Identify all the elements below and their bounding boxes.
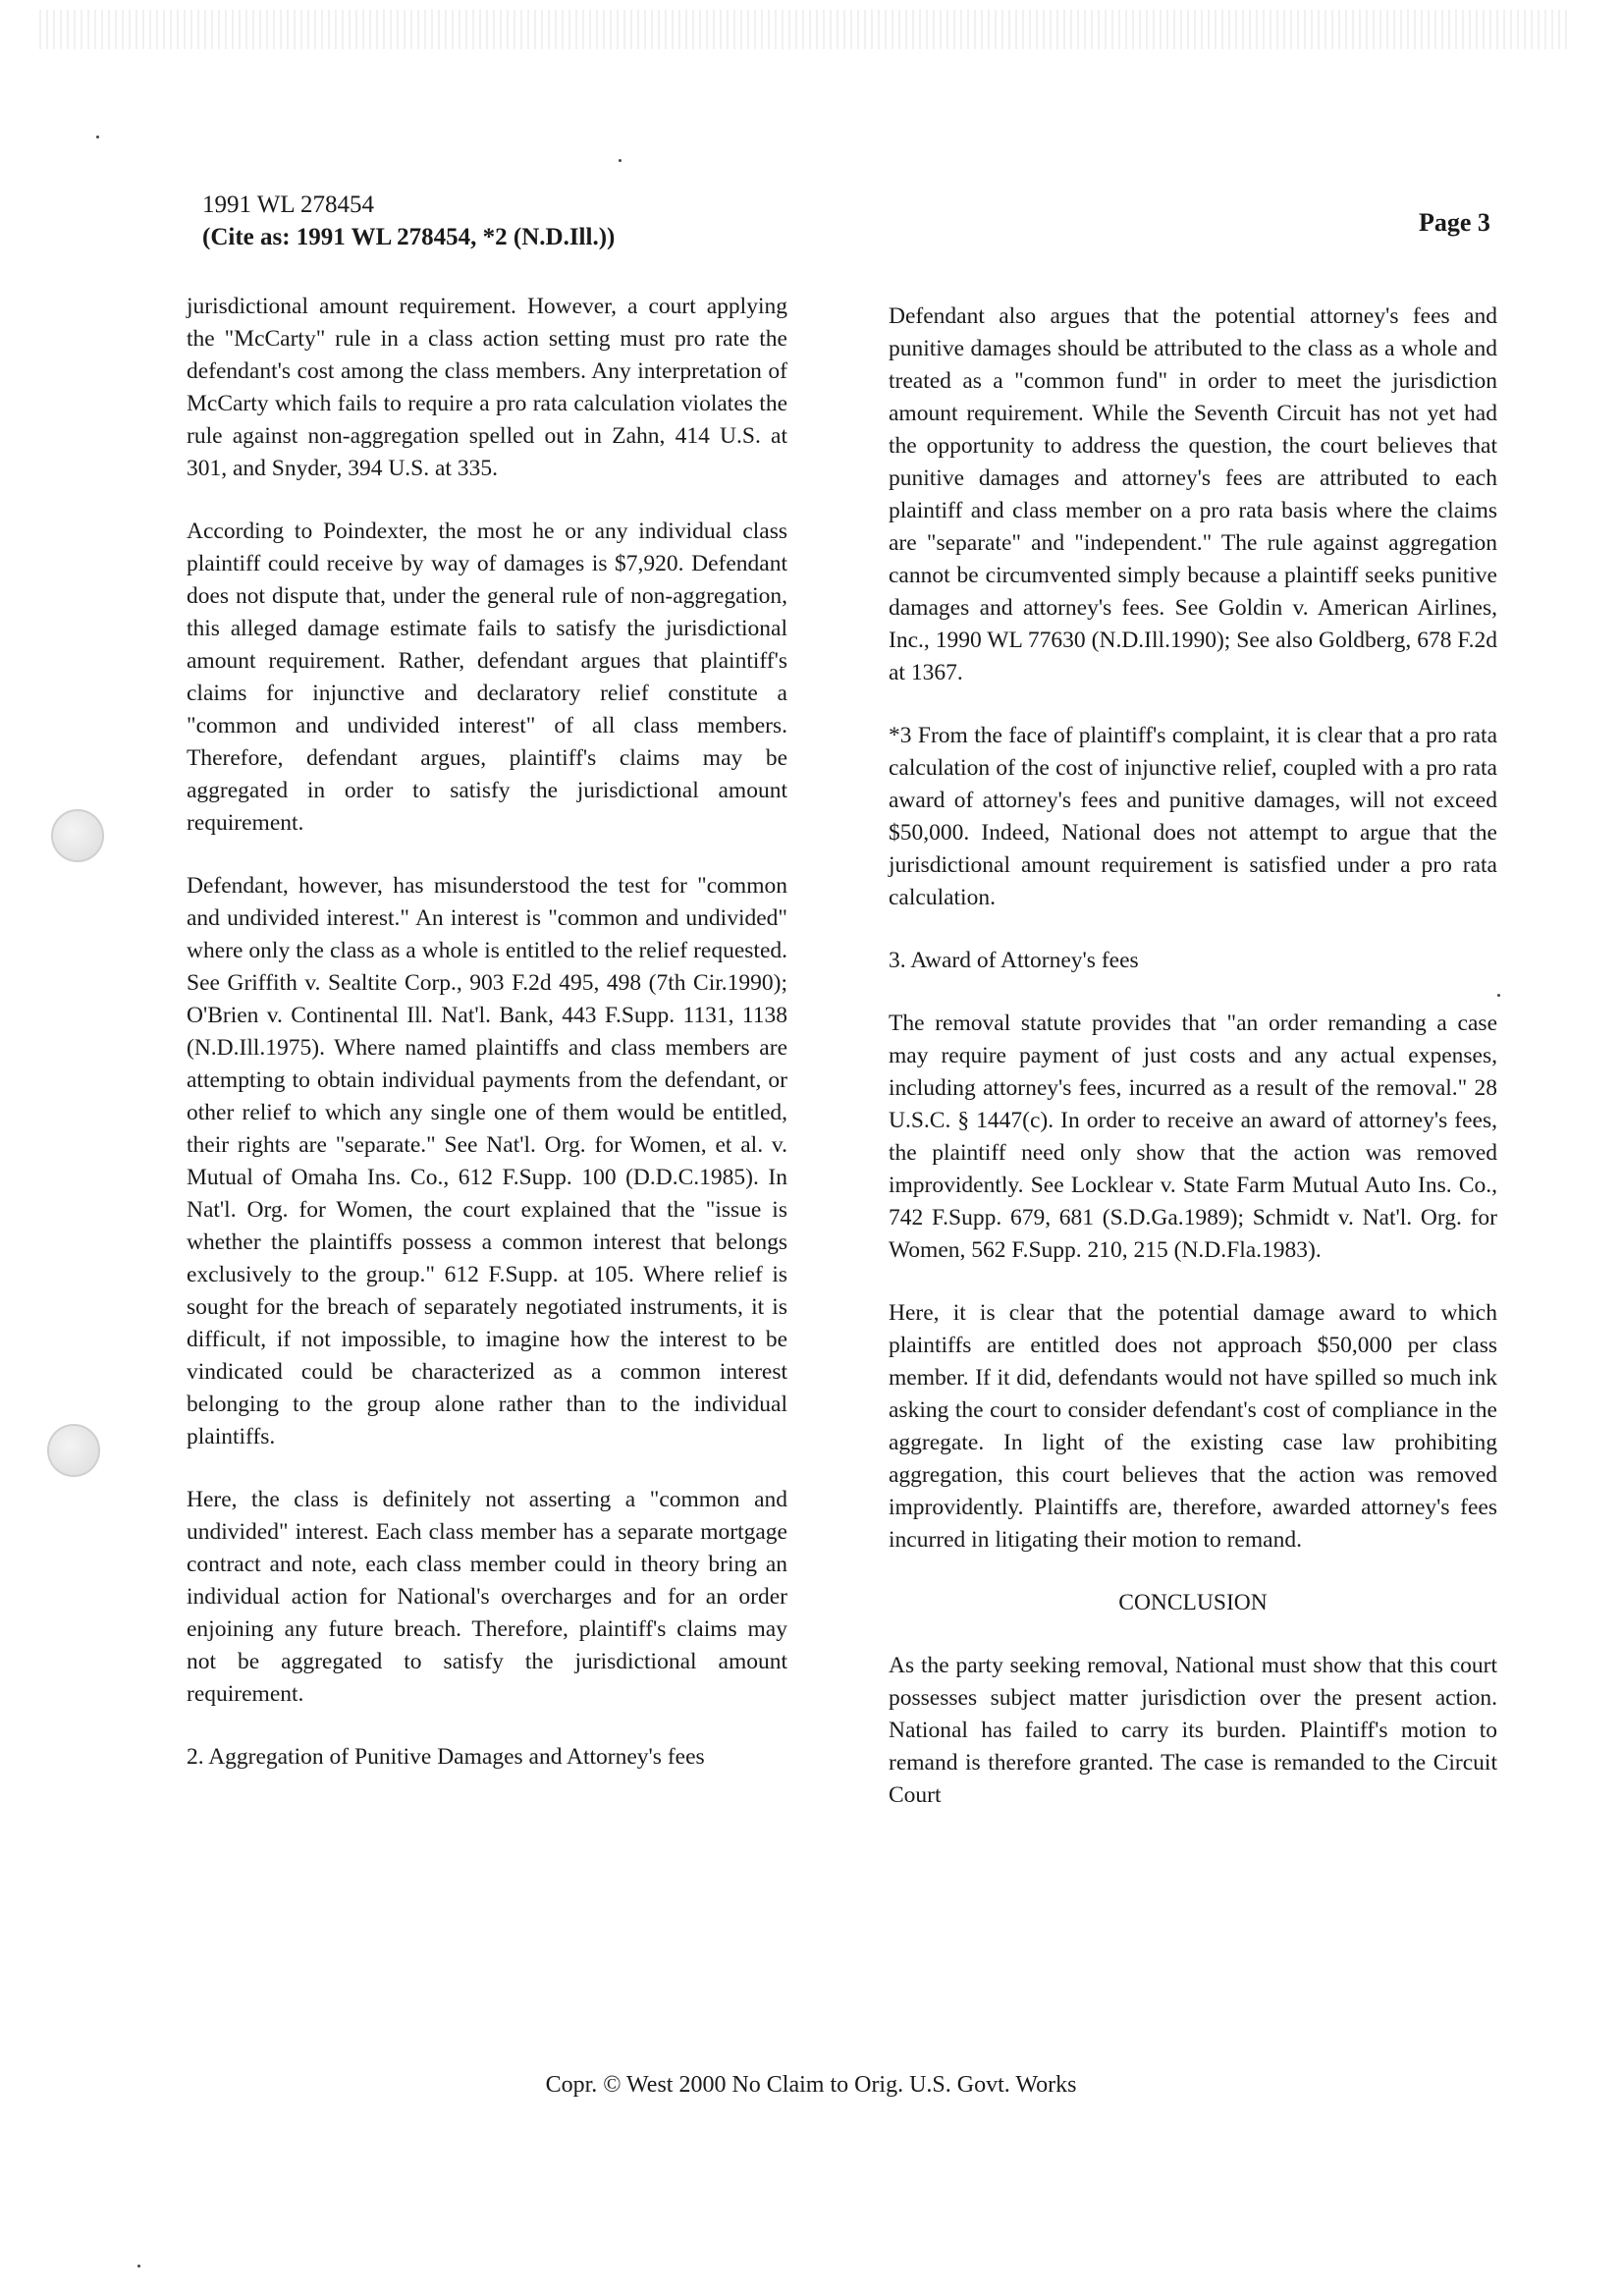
paragraph: Here, the class is definitely not asserting a "common and undivided" interest. Each class member has a separate mortgage contract and note, each class member could in theory bring an individual action for National's overcharges and for an order enjoining any future breach. Therefore, plaintiff's claims may not be aggregated to satisfy the jurisdictional amount requirement. [187, 1487, 787, 1707]
scan-artifact-band [39, 10, 1571, 49]
citation-header [202, 189, 615, 253]
scan-speck [619, 159, 622, 162]
scan-speck [137, 2265, 140, 2268]
paragraph: The removal statute provides that "an order remanding a case may require payment of just costs and any actual expenses, including attorney's fees, incurred as a result of the removal." 28 U.S.C. § 1447(c). In order to receive an award of attorney's fees, the plaintiff need only show that the action was removed improvidently. See Locklear v. State Farm Mutual Auto Ins. Co., 742 F.Supp. 679, 681 (S.D.Ga.1989); Schmidt v. Nat'l. Org. for Women, 562 F.Supp. 210, 215 (N.D.Fla.1983). [889, 1011, 1497, 1263]
punch-hole [51, 809, 104, 862]
right-column [889, 301, 1497, 1842]
section-heading-attorneys-fees: 3. Award of Attorney's fees [889, 948, 1139, 973]
section-heading-conclusion: CONCLUSION [1118, 1590, 1268, 1615]
copyright-footer: Copr. © West 2000 No Claim to Orig. U.S. Govt. Works [545, 2072, 1077, 2098]
punch-hole [47, 1424, 100, 1477]
scan-speck [96, 136, 99, 138]
paragraph: Here, it is clear that the potential damage award to which plaintiffs are entitled does not approach $50,000 per class member. If it did, defendants would not have spilled so much ink asking the court to consider defendant's cost of compliance in the aggregate. In light of the existing case law prohibiting aggregation, this court believes that the action was removed improvidently. Plaintiffs are, therefore, awarded attorney's fees incurred in litigating their motion to remand. [889, 1300, 1497, 1553]
paragraph: As the party seeking removal, National must show that this court possesses subject matter jurisdiction over the present action. National has failed to carry its burden. Plaintiff's motion to remand is therefore granted. The case is remanded to the Circuit Court [889, 1653, 1497, 1808]
paragraph: Defendant also argues that the potential attorney's fees and punitive damages should be attributed to the class as a whole and treated as a "common fund" in order to meet the jurisdiction amount requirement. While the Seventh Circuit has not yet had the opportunity to address the question, the court believes that punitive damages and attorney's fees are attributed to each plaintiff and class member on a pro rata basis where the claims are "separate" and "independent." The rule against aggregation cannot be circumvented simply because a plaintiff seeks punitive damages and attorney's fees. See Goldin v. American Airlines, Inc., 1990 WL 77630 (N.D.Ill.1990); See also Goldberg, 678 F.2d at 1367. [889, 303, 1497, 685]
section-heading-aggregation: 2. Aggregation of Punitive Damages and Attorney's fees [187, 1744, 705, 1770]
citation-line-1: 1991 WL 278454 [202, 191, 374, 218]
left-column [187, 291, 787, 1804]
scan-speck [1497, 994, 1500, 997]
paragraph: *3 From the face of plaintiff's complaint, it is clear that a pro rata calculation of the cost of injunctive relief, coupled with a pro rata award of attorney's fees and punitive damages, will not exceed $50,000. Indeed, National does not attempt to argue that the jurisdictional amount requirement is satisfied under a pro rata calculation. [889, 723, 1497, 910]
paragraph: Defendant, however, has misunderstood the test for "common and undivided interest." An interest is "common and undivided" where only the class as a whole is entitled to the relief requested. See Griffith v. Sealtite Corp., 903 F.2d 495, 498 (7th Cir.1990); O'Brien v. Continental Ill. Nat'l. Bank, 443 F.Supp. 1131, 1138 (N.D.Ill.1975). Where named plaintiffs and class members are attempting to obtain individual payments from the defendant, or other relief to which any single one of them would be entitled, their rights are "separate." See Nat'l. Org. for Women, et al. v. Mutual of Omaha Ins. Co., 612 F.Supp. 100 (D.D.C.1985). In Nat'l. Org. for Women, the court explained that the "issue is whether the plaintiffs possess a common interest that belongs exclusively to the group." 612 F.Supp. at 105. Where relief is sought for the breach of separately negotiated instruments, it is difficult, if not impossible, to imagine how the interest to be vindicated could be characterized as a common interest belonging to the group alone rather than to the individual plaintiffs. [187, 873, 787, 1449]
paragraph: jurisdictional amount requirement. However, a court applying the "McCarty" rule in a class action setting must pro rate the defendant's cost among the class members. Any interpretation of McCarty which fails to require a pro rata calculation violates the rule against non-aggregation spelled out in Zahn, 414 U.S. at 301, and Snyder, 394 U.S. at 335. [187, 294, 787, 481]
citation-line-2: (Cite as: 1991 WL 278454, *2 (N.D.Ill.)) [202, 224, 616, 250]
paragraph: According to Poindexter, the most he or any individual class plaintiff could receive by way of damages is $7,920. Defendant does not dispute that, under the general rule of non-aggregation, this alleged damage estimate fails to satisfy the jurisdictional amount requirement. Rather, defendant argues that plaintiff's claims for injunctive and declaratory relief constitute a "common and undivided interest" of all class members. Therefore, defendant argues, plaintiff's claims may be aggregated in order to satisfy the jurisdictional amount requirement. [187, 519, 787, 836]
page-number: Page 3 [1419, 208, 1490, 237]
